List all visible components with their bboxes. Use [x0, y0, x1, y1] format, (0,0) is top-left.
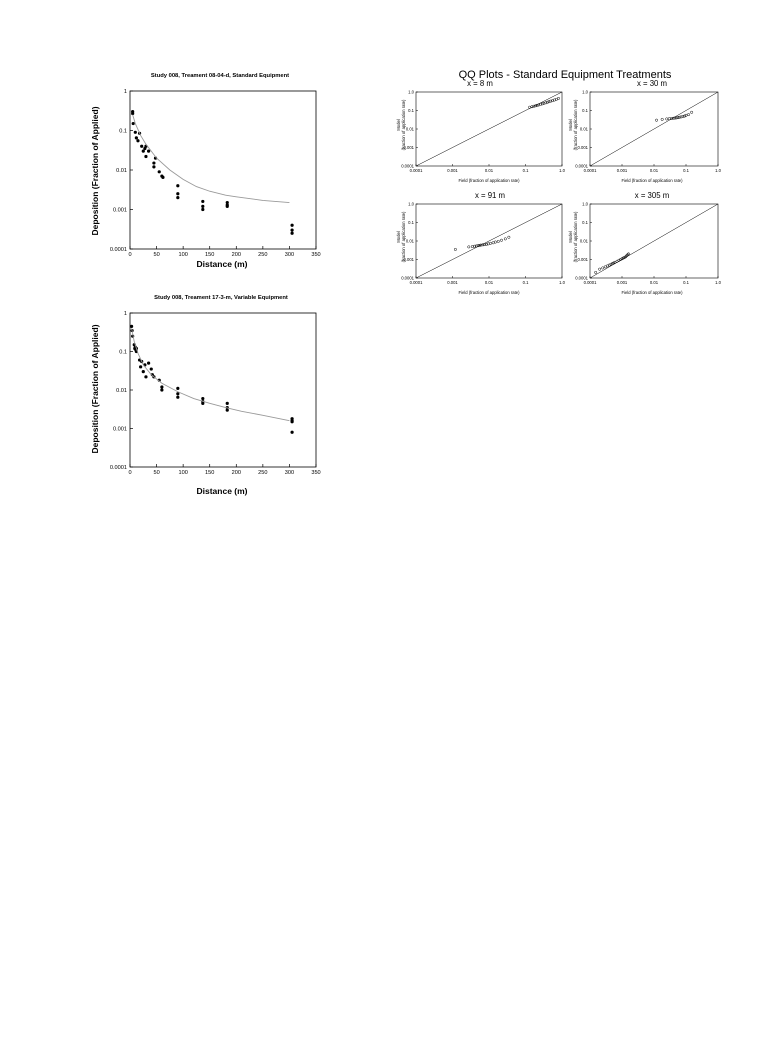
data-point: [201, 200, 204, 203]
data-point: [158, 170, 161, 173]
x-tick-label: 0.01: [484, 168, 494, 173]
y-tick-label: 0.1: [408, 220, 414, 225]
qq-ylabel2-305m: (fraction of application rate): [573, 211, 578, 263]
x-tick-label: 0.0001: [409, 168, 423, 173]
x-axis-label: Distance (m): [196, 259, 248, 269]
y-tick-label: 1: [123, 311, 127, 317]
qq-ylabel-91m: Model: [396, 231, 401, 243]
x-tick-label: 0.1: [683, 280, 689, 285]
data-point: [176, 184, 179, 187]
x-tick-label: 50: [153, 470, 160, 476]
x-tick-label: 250: [258, 470, 268, 476]
data-point: [147, 150, 150, 153]
qq-ylabel-305m: Model: [568, 231, 573, 243]
y-tick-label: 0.0001: [109, 247, 127, 253]
y-tick-label: 0.0001: [109, 465, 127, 471]
data-point: [152, 161, 155, 164]
y-tick-label: 0.1: [119, 128, 127, 135]
y-tick-label: 0.1: [582, 220, 588, 225]
x-tick-label: 0.001: [616, 168, 628, 173]
x-tick-label: 350: [311, 470, 321, 476]
data-point: [226, 205, 229, 208]
x-tick-label: 1.0: [715, 280, 721, 285]
y-tick-label: 0.0001: [401, 163, 414, 169]
x-tick-label: 300: [284, 470, 295, 476]
qq-ylabel2-8m: (fraction of application rate): [401, 99, 406, 151]
data-point: [144, 155, 147, 158]
data-point: [290, 229, 293, 232]
qq-ylabel-30m: Model: [568, 119, 573, 131]
x-tick-label: 0.001: [447, 280, 458, 285]
x-tick-label: 0: [128, 252, 132, 258]
x-tick-label: 100: [178, 470, 188, 476]
data-point: [290, 232, 293, 235]
x-tick-label: 0.001: [616, 280, 628, 285]
y-tick-label: 0.001: [577, 145, 588, 150]
y-tick-label: 0.01: [579, 126, 588, 132]
y-tick-label: 0.01: [116, 388, 127, 394]
qq-xlabel-8m: Field (fraction of application rate): [458, 178, 520, 183]
x-tick-label: 1.0: [559, 280, 565, 285]
data-point: [131, 112, 134, 115]
y-tick-label: 1: [123, 89, 127, 95]
y-tick-label: 0.001: [403, 145, 414, 150]
x-tick-label: 200: [231, 470, 241, 476]
y-tick-label: 0.0001: [575, 163, 588, 169]
data-point: [134, 131, 137, 134]
y-tick-label: 0.001: [113, 426, 127, 433]
y-tick-label: 0.1: [119, 349, 127, 356]
x-tick-label: 0.0001: [583, 168, 597, 173]
x-tick-label: 100: [178, 252, 188, 258]
y-tick-label: 0.01: [405, 126, 414, 132]
x-tick-label: 1.0: [715, 168, 721, 173]
qq-subtitle-30m: x = 30 m: [636, 79, 668, 88]
y-tick-label: 0.0001: [575, 275, 588, 281]
data-point: [152, 165, 155, 168]
data-point: [176, 196, 179, 199]
data-point: [201, 205, 204, 208]
y-tick-label: 0.0001: [401, 275, 414, 281]
y-tick-label: 0.001: [577, 257, 588, 262]
y-tick-label: 1.0: [408, 89, 414, 95]
data-point: [140, 145, 143, 148]
qq-xlabel-305m: Field (fraction of application rate): [621, 290, 683, 295]
chart-title: Study 008, Treament 17-3-m, Variable Equipment: [154, 295, 288, 301]
y-tick-label: 0.1: [408, 108, 414, 113]
qq-ylabel2-91m: (fraction of application rate): [401, 211, 406, 263]
y-tick-label: 1.0: [582, 201, 588, 207]
y-tick-label: 0.01: [405, 238, 414, 244]
y-tick-label: 1.0: [582, 89, 588, 95]
qq-xlabel-91m: Field (fraction of application rate): [458, 290, 520, 295]
plot-frame: [130, 91, 316, 249]
x-tick-label: 150: [205, 470, 215, 476]
x-tick-label: 1.0: [559, 168, 565, 173]
qq-ylabel-8m: Model: [396, 119, 401, 131]
y-tick-label: 0.01: [116, 168, 127, 174]
y-tick-label: 1.0: [408, 201, 414, 207]
y-axis-label: Deposition (Fraction of Applied): [90, 324, 100, 454]
qq-subtitle-91m: x = 91 m: [474, 191, 506, 200]
data-point: [290, 224, 293, 227]
data-point: [176, 192, 179, 195]
y-tick-label: 0.001: [403, 257, 414, 262]
x-tick-label: 0.0001: [583, 280, 597, 285]
x-tick-label: 300: [284, 252, 295, 258]
x-tick-label: 0.001: [447, 168, 458, 173]
qq-subtitle-305m: x = 305 m: [634, 191, 670, 200]
x-tick-label: 0.1: [522, 280, 529, 285]
qq-xlabel-30m: Field (fraction of application rate): [621, 178, 683, 183]
y-tick-label: 0.01: [579, 238, 588, 244]
data-point: [132, 122, 135, 125]
y-tick-label: 0.001: [113, 207, 127, 214]
x-tick-label: 0.1: [683, 168, 689, 173]
data-point: [201, 208, 204, 211]
qq-figure-title: QQ Plots - Standard Equipment Treatments: [458, 69, 672, 81]
qq-subtitle-8m: x = 8 m: [467, 79, 493, 88]
x-tick-label: 0.01: [484, 280, 494, 285]
x-tick-label: 150: [205, 252, 215, 258]
x-tick-label: 0.1: [522, 168, 529, 173]
x-tick-label: 0: [128, 470, 132, 476]
x-tick-label: 200: [231, 252, 241, 258]
chart-title: Study 008, Treament 08-04-d, Standard Equipment: [150, 73, 290, 79]
qq-ylabel2-30m: (fraction of application rate): [573, 99, 578, 151]
x-tick-label: 0.0001: [409, 280, 423, 285]
y-tick-label: 0.1: [582, 108, 588, 113]
x-tick-label: 0.01: [649, 168, 659, 173]
x-tick-label: 250: [258, 252, 268, 258]
x-tick-label: 350: [311, 252, 321, 258]
data-point: [161, 176, 164, 179]
y-axis-label: Deposition (Fraction of Applied): [90, 106, 100, 236]
x-axis-label: Distance (m): [196, 486, 248, 496]
data-point: [136, 139, 139, 142]
x-tick-label: 0.01: [649, 280, 659, 285]
data-point: [135, 136, 138, 139]
x-tick-label: 50: [153, 252, 160, 258]
